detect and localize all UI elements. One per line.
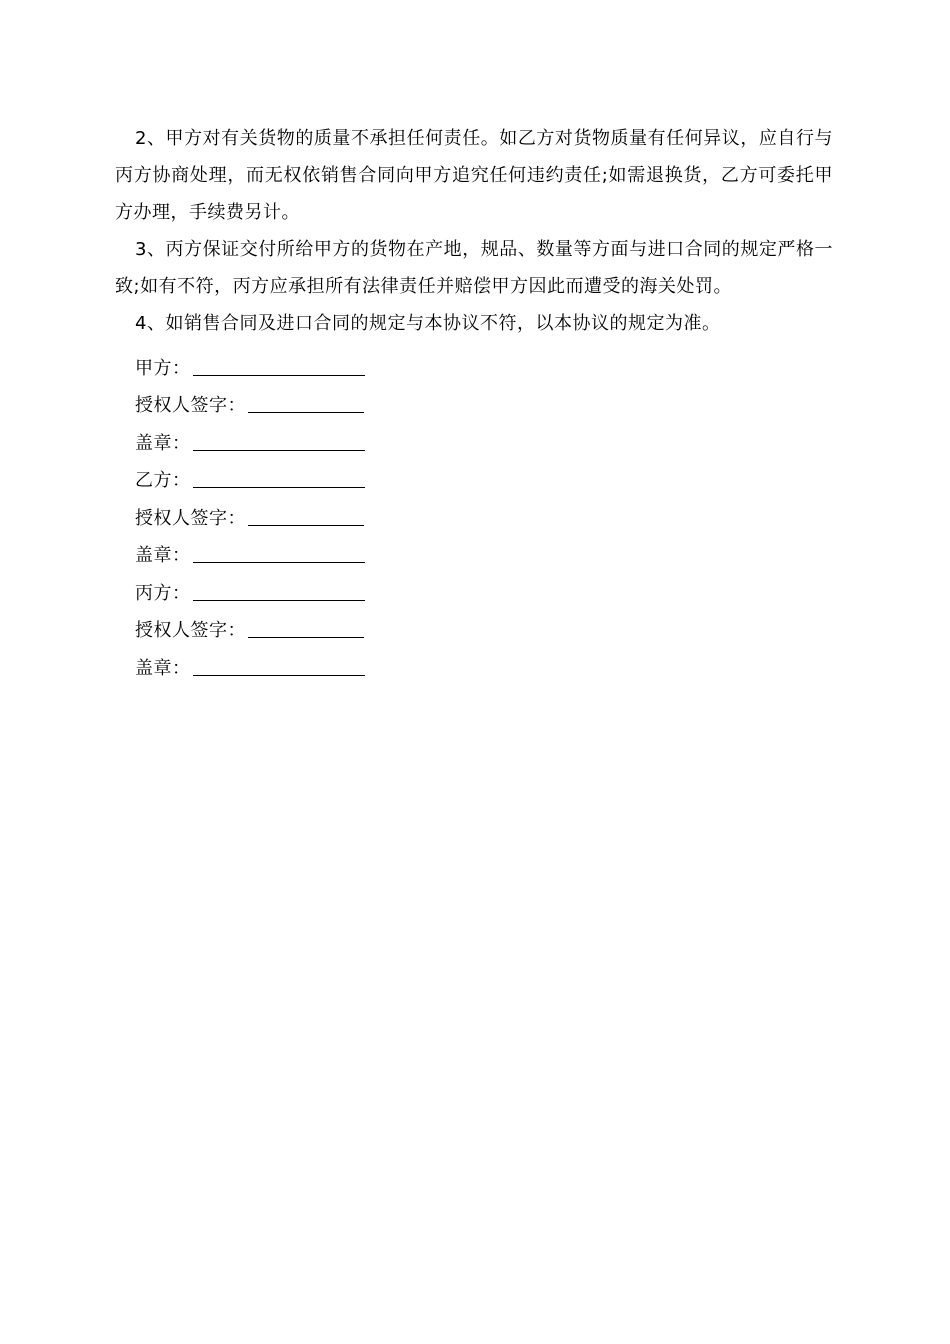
document-body xyxy=(115,120,833,680)
party-c-signer-line xyxy=(115,605,833,643)
clause-2: 2、甲方对有关货物的质量不承担任何责任。如乙方对货物质量有任何异议，应自行与丙方协商处理，而无权依销售合同向甲方追究任何违约责任;如需退换货，乙方可委托甲方办理，手续费另计。 xyxy=(115,128,833,223)
party-b-seal-line xyxy=(115,530,833,568)
party-b-line xyxy=(115,455,833,493)
clause-3: 3、丙方保证交付所给甲方的货物在产地，规品、数量等方面与进口合同的规定严格一致;如有不符，丙方应承担所有法律责任并赔偿甲方因此而遭受的海关处罚。 xyxy=(115,239,833,297)
party-c-line xyxy=(115,567,833,605)
party-b-blank xyxy=(193,463,365,488)
party-c-seal-label: 盖章： xyxy=(135,657,191,679)
party-a-seal-line xyxy=(115,417,833,455)
clause-4: 4、如销售合同及进口合同的规定与本协议不符，以本协议的规定为准。 xyxy=(135,313,721,334)
party-a-signer-line xyxy=(115,380,833,418)
party-c-seal-blank xyxy=(193,651,365,676)
party-a-seal-blank xyxy=(193,426,365,451)
party-b-signer-line xyxy=(115,492,833,530)
party-a-blank xyxy=(193,351,365,376)
party-c-label: 丙方： xyxy=(135,582,191,604)
party-b-signer-blank xyxy=(248,501,364,526)
party-b-label: 乙方： xyxy=(135,470,191,491)
party-c-seal-line xyxy=(115,642,833,680)
party-c-blank xyxy=(193,576,365,601)
party-b-signer-label: 授权人签字： xyxy=(135,507,246,529)
party-b-seal-label: 盖章： xyxy=(135,545,191,566)
party-a-seal-label: 盖章： xyxy=(135,432,191,454)
party-b-seal-blank xyxy=(193,538,365,563)
party-a-signer-blank xyxy=(248,388,364,413)
party-a-label: 甲方： xyxy=(135,357,191,379)
party-a-signer-label: 授权人签字： xyxy=(135,395,246,416)
party-c-signer-label: 授权人签字： xyxy=(135,620,246,641)
party-c-signer-blank xyxy=(248,613,364,638)
signature-block xyxy=(115,342,833,680)
party-a-line xyxy=(115,342,833,380)
